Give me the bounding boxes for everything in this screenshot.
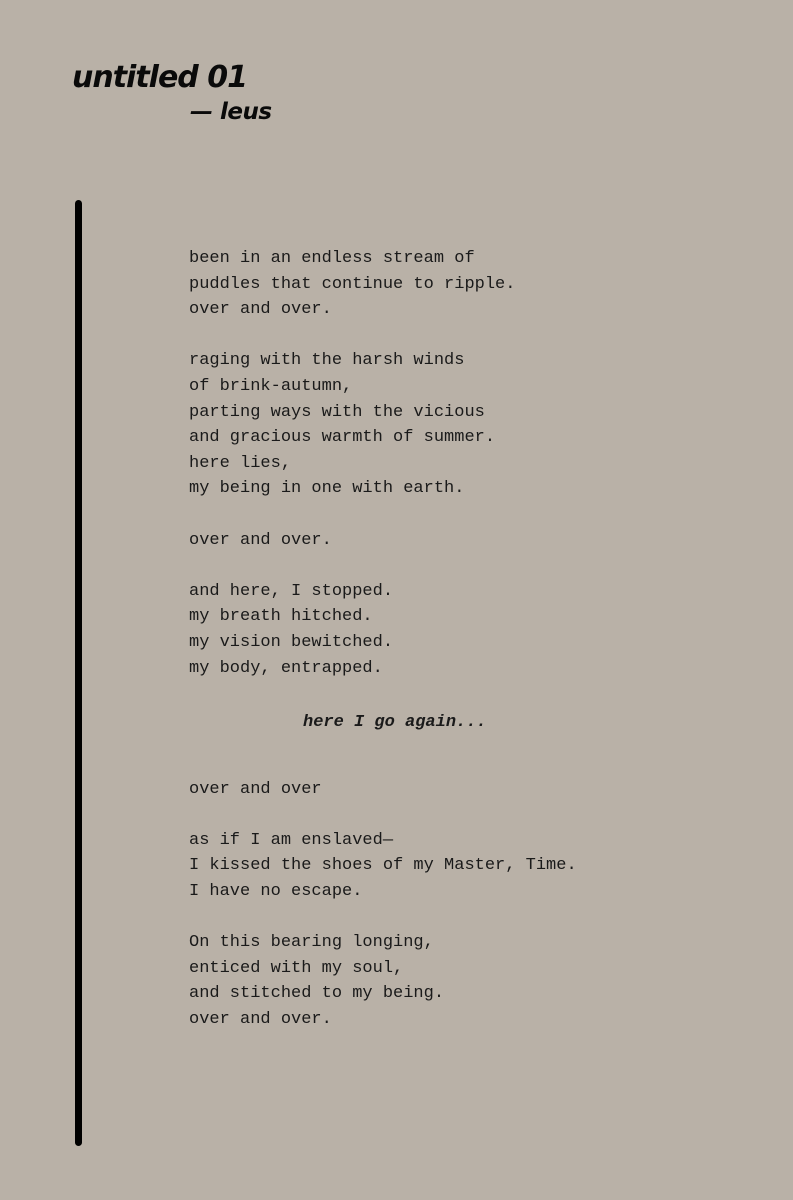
stanza-break [189,905,749,931]
poem-line: my being in one with earth. [189,479,465,499]
poem-line: I have no escape. [189,882,363,902]
poem-line: over and over. [189,300,332,320]
poem-line: On this bearing longing, [189,933,434,953]
poem-line: enticed with my soul, [189,958,404,978]
stanza-5 [189,777,749,803]
poem-line: my body, entrapped. [189,658,383,678]
vertical-rule [75,200,82,1146]
stanza-3 [189,528,749,554]
stanza-break [189,323,749,349]
stanza-1 [189,246,749,323]
poem-line: my vision bewitched. [189,632,394,652]
poem-line: over and over. [189,1010,332,1030]
poem-author: — leus [190,99,272,125]
poem-line: and gracious warmth of summer. [189,428,496,448]
stanza-break [189,802,749,828]
poem-line: parting ways with the vicious [189,402,485,422]
poem-title: untitled 01 [72,60,247,95]
stanza-2 [189,348,749,502]
poem-line: my breath hitched. [189,607,373,627]
poem-line: raging with the harsh winds [189,351,465,371]
poem-line: I kissed the shoes of my Master, Time. [189,856,577,876]
stanza-7 [189,930,749,1032]
stanza-break [189,502,749,528]
poem-line: over and over. [189,530,332,550]
poem-line: and here, I stopped. [189,581,394,601]
poem-line: over and over [189,779,322,799]
poem-line: puddles that continue to ripple. [189,274,516,294]
stanza-4 [189,579,749,681]
poem-line: been in an endless stream of [189,249,475,268]
poem-line: of brink-autumn, [189,376,353,396]
poem-line: and stitched to my being. [189,984,445,1004]
poem-body [189,246,749,1033]
stanza-break [189,553,749,579]
poem-line: here lies, [189,453,292,473]
refrain-line: here I go again... [303,713,487,733]
stanza-6 [189,828,749,905]
poem-line: as if I am enslaved— [189,830,394,850]
